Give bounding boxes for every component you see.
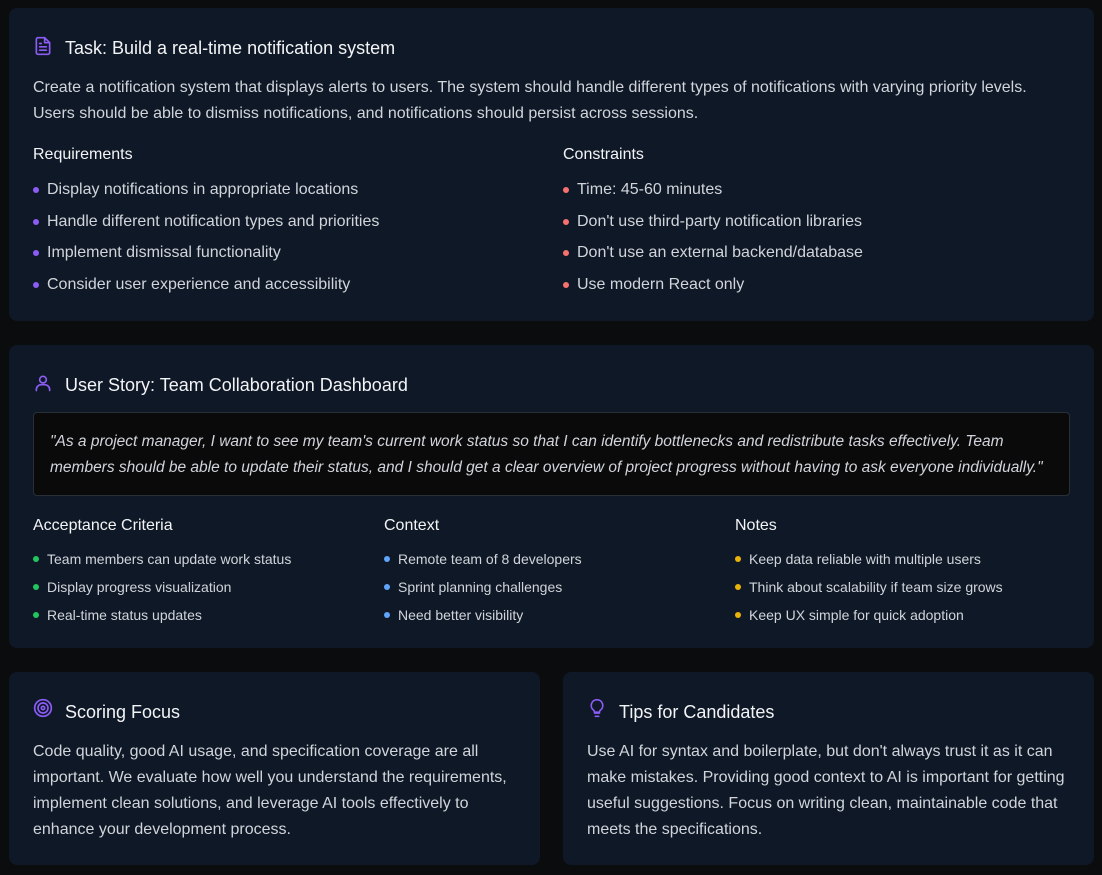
requirements-heading: Requirements (33, 146, 133, 163)
bullet-dot (33, 250, 39, 256)
bullet-dot (384, 556, 390, 562)
bullet-dot (33, 556, 39, 562)
bullet-dot (33, 282, 39, 288)
context-heading: Context (384, 517, 440, 534)
target-icon (33, 698, 53, 718)
list-item-text: Sprint planning challenges (398, 579, 563, 595)
bullet-dot (735, 556, 741, 562)
user-story-card (9, 345, 1094, 648)
notes-heading: Notes (735, 517, 777, 534)
list-item (563, 243, 863, 275)
bullet-dot (563, 219, 569, 225)
list-item (33, 243, 379, 275)
tips-card (563, 672, 1094, 865)
task-card (9, 8, 1094, 321)
list-item (563, 212, 863, 244)
list-item (33, 578, 291, 606)
bullet-dot (563, 187, 569, 193)
list-item (384, 550, 582, 578)
task-description: Create a notification system that displays alerts to users. The system should handle different types of notifications with varying priority levels. Users should be able to dismiss notifications, and notifications should persist across sessions. (33, 79, 1027, 122)
tips-title: Tips for Candidates (619, 702, 775, 722)
list-item-text: Handle different notification types and priorities (47, 212, 380, 230)
list-item-text: Consider user experience and accessibility (47, 276, 351, 294)
scoring-text: Code quality, good AI usage, and specification coverage are all important. We evaluate how well you understand the requirements, implement clean solutions, and leverage AI tools effectively to enhance your development process. (33, 743, 507, 838)
list-item-text: Display notifications in appropriate locations (47, 181, 359, 198)
bullet-dot (33, 219, 39, 225)
bullet-dot (563, 250, 569, 256)
list-item-text: Keep data reliable with multiple users (749, 551, 981, 567)
lightbulb-icon (587, 698, 607, 718)
bullet-dot (33, 584, 39, 590)
constraints-heading: Constraints (563, 146, 644, 163)
list-item (33, 180, 379, 212)
user-story-quote: "As a project manager, I want to see my team's current work status so that I can identify bottlenecks and redistribute tasks effectively. Team members should be able to update their status, and I should get a clear overview of project progress without having to ask everyone individually." (33, 412, 1070, 496)
list-item-text: Need better visibility (398, 607, 524, 623)
list-item (563, 180, 863, 212)
list-item (33, 275, 379, 307)
bullet-dot (735, 612, 741, 618)
list-item-text: Implement dismissal functionality (47, 244, 281, 262)
list-item (384, 578, 582, 606)
context-list (384, 550, 582, 634)
list-item-text: Don't use third-party notification libraries (577, 212, 862, 230)
list-item (735, 606, 1003, 634)
notes-list (735, 550, 1003, 634)
list-item (563, 275, 863, 307)
list-item (735, 578, 1003, 606)
scoring-card (9, 672, 540, 865)
user-story-title: User Story: Team Collaboration Dashboard (65, 375, 408, 395)
bullet-dot (384, 584, 390, 590)
list-item (735, 550, 1003, 578)
requirements-list (33, 180, 379, 307)
list-item-text: Don't use an external backend/database (577, 244, 863, 262)
tips-text: Use AI for syntax and boilerplate, but don't always trust it as it can make mistakes. Providing good context to AI is important for getting useful suggestions. Focus on writing clean, maintainable code that meets the specifications. (587, 743, 1065, 838)
bullet-dot (563, 282, 569, 288)
list-item-text: Real-time status updates (47, 607, 202, 623)
bullet-dot (33, 612, 39, 618)
list-item-text: Display progress visualization (47, 579, 232, 595)
list-item (33, 212, 379, 244)
bullet-dot (735, 584, 741, 590)
list-item-text: Use modern React only (577, 276, 745, 294)
list-item-text: Remote team of 8 developers (398, 551, 582, 567)
document-icon (33, 36, 53, 56)
list-item-text: Time: 45-60 minutes (577, 181, 723, 198)
list-item (33, 550, 291, 578)
list-item (384, 606, 582, 634)
acceptance-heading: Acceptance Criteria (33, 517, 173, 534)
task-title: Task: Build a real-time notification system (65, 38, 396, 58)
constraints-list (563, 180, 863, 307)
user-icon (33, 373, 53, 393)
list-item (33, 606, 291, 634)
acceptance-list (33, 550, 291, 634)
bullet-dot (33, 187, 39, 193)
scoring-title: Scoring Focus (65, 702, 181, 722)
bullet-dot (384, 612, 390, 618)
list-item-text: Team members can update work status (47, 551, 292, 567)
list-item-text: Think about scalability if team size grows (749, 579, 1003, 595)
list-item-text: Keep UX simple for quick adoption (749, 607, 964, 623)
